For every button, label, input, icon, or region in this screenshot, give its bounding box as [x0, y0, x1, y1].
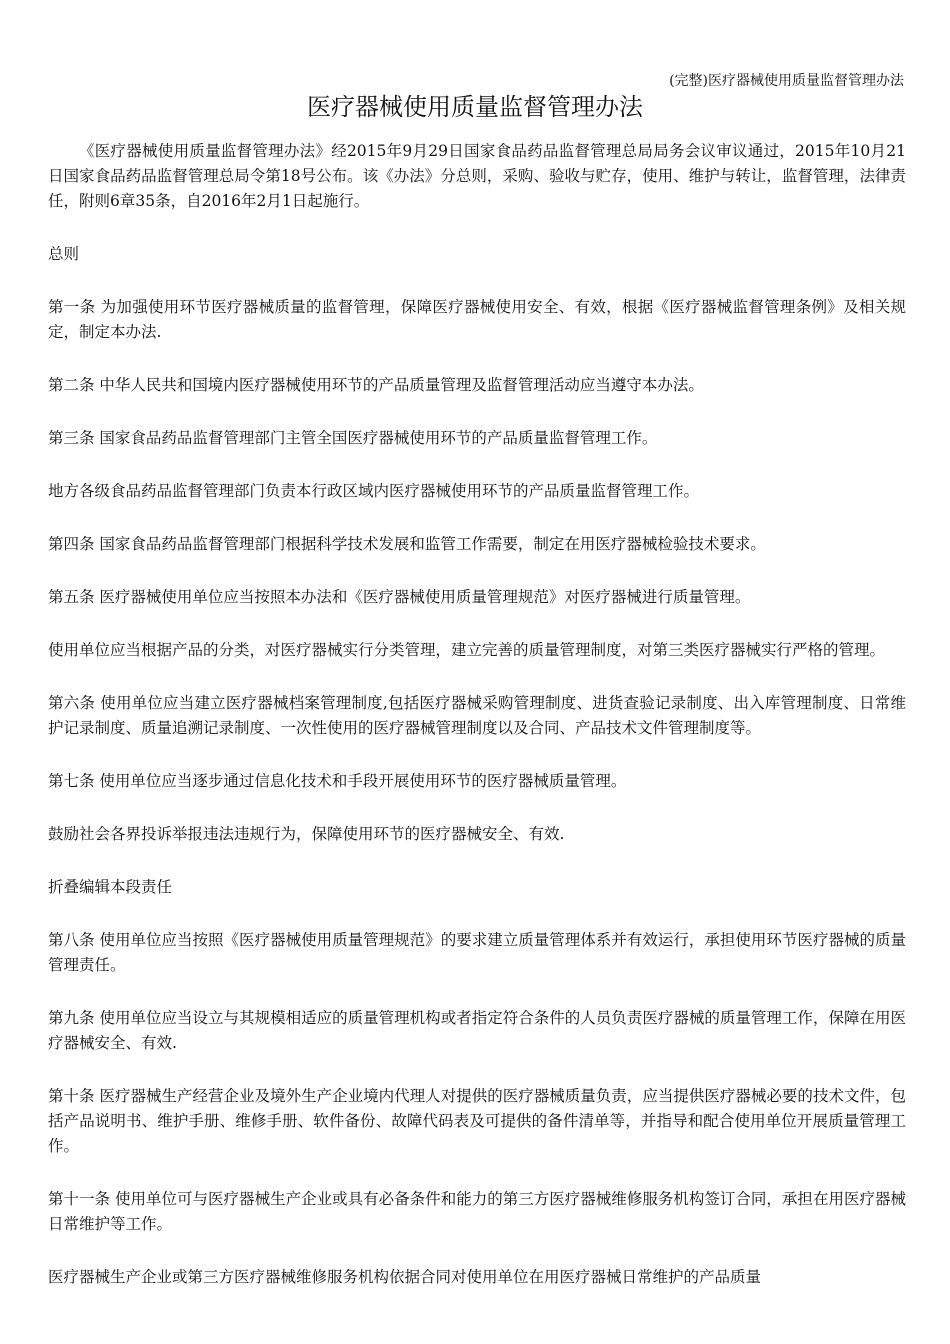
article-7-clause: 鼓励社会各界投诉举报违法违规行为，保障使用环节的医疗器械安全、有效. — [48, 825, 565, 843]
section-heading-general: 总则 — [48, 245, 80, 263]
article-1: 第一条 为加强使用环节医疗器械质量的监督管理，保障医疗器械使用安全、有效，根据《医疗器械监督管理条例》及相关规定，制定本办法. — [48, 298, 906, 341]
intro-paragraph: 《医疗器械使用质量监督管理办法》经2015年9月29日国家食品药品监督管理总局局务会议审议通过，2015年10月21日国家食品药品监督管理总局令第18号公布。该《办法》分总则，采购、验收与贮存，使用、维护与转让，监督管理，法律责任，附则6章35条，自2016年2月1日起施行。 — [48, 142, 906, 210]
article-3: 第三条 国家食品药品监督管理部门主管全国医疗器械使用环节的产品质量监督管理工作。 — [48, 429, 658, 447]
article-7: 第七条 使用单位应当逐步通过信息化技术和手段开展使用环节的医疗器械质量管理。 — [48, 772, 627, 790]
page-title: 医疗器械使用质量监督管理办法 — [307, 93, 643, 121]
article-5-clause: 使用单位应当根据产品的分类，对医疗器械实行分类管理，建立完善的质量管理制度，对第三类医疗器械实行严格的管理。 — [48, 641, 886, 659]
article-6: 第六条 使用单位应当建立医疗器械档案管理制度,包括医疗器械采购管理制度、进货查验记录制度、出入库管理制度、日常维护记录制度、质量追溯记录制度、一次性使用的医疗器械管理制度以及合同、产品技术文件管理制度等。 — [48, 694, 906, 737]
article-10: 第十条 医疗器械生产经营企业及境外生产企业境内代理人对提供的医疗器械质量负责，应当提供医疗器械必要的技术文件，包括产品说明书、维护手册、维修手册、软件备份、故障代码表及可提供的备件清单等，并指导和配合使用单位开展质量管理工作。 — [48, 1087, 906, 1155]
article-9: 第九条 使用单位应当设立与其规模相适应的质量管理机构或者指定符合条件的人员负责医疗器械的质量管理工作，保障在用医疗器械安全、有效. — [48, 1009, 906, 1052]
article-5: 第五条 医疗器械使用单位应当按照本办法和《医疗器械使用质量管理规范》对医疗器械进行质量管理。 — [48, 588, 751, 606]
article-11-clause: 医疗器械生产企业或第三方医疗器械维修服务机构依据合同对使用单位在用医疗器械日常维护的产品质量 — [48, 1268, 762, 1286]
article-11: 第十一条 使用单位可与医疗器械生产企业或具有必备条件和能力的第三方医疗器械维修服务机构签订合同，承担在用医疗器械日常维护等工作。 — [48, 1190, 906, 1233]
running-header: (完整)医疗器械使用质量监督管理办法 — [669, 73, 904, 89]
document-body — [48, 139, 906, 1290]
article-2: 第二条 中华人民共和国境内医疗器械使用环节的产品质量管理及监督管理活动应当遵守本办法。 — [48, 376, 704, 394]
article-4: 第四条 国家食品药品监督管理部门根据科学技术发展和监管工作需要，制定在用医疗器械检验技术要求。 — [48, 535, 766, 553]
section-heading-responsibility: 折叠编辑本段责任 — [48, 878, 173, 896]
article-8: 第八条 使用单位应当按照《医疗器械使用质量管理规范》的要求建立质量管理体系并有效运行，承担使用环节医疗器械的质量管理责任。 — [48, 931, 906, 974]
article-3-clause: 地方各级食品药品监督管理部门负责本行政区域内医疗器械使用环节的产品质量监督管理工作。 — [48, 482, 700, 500]
